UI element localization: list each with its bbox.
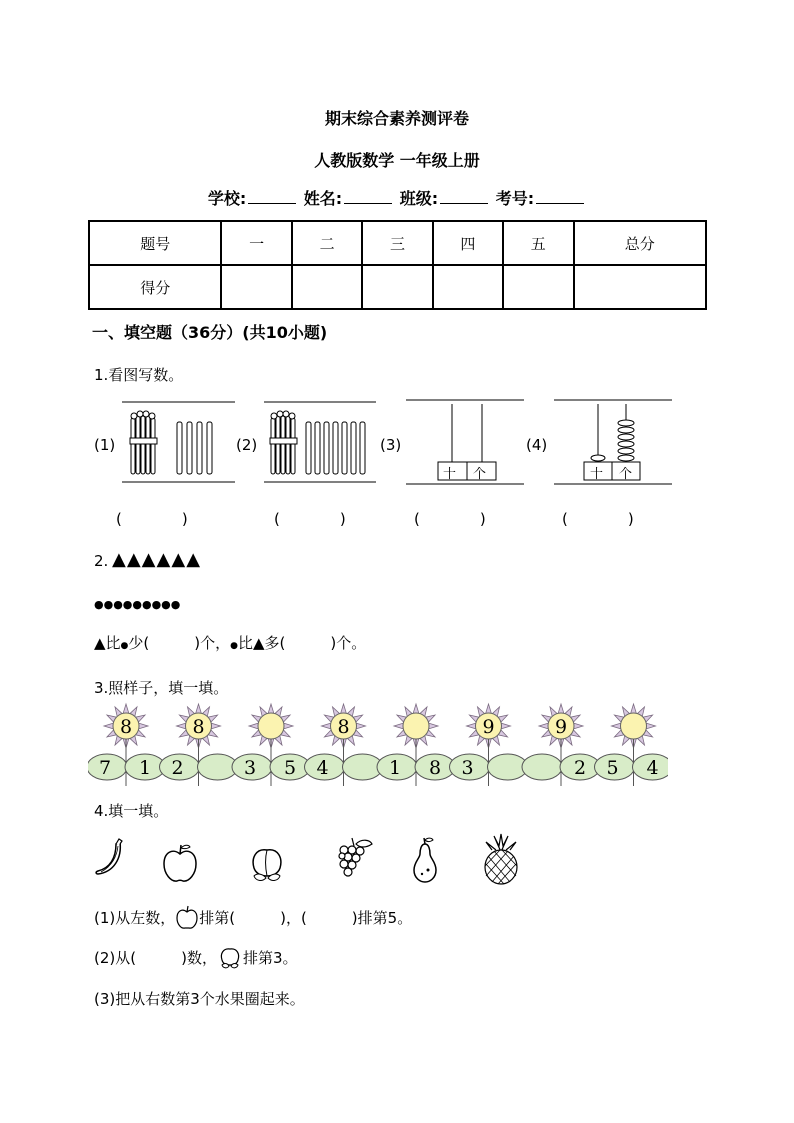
- score-table: [88, 220, 707, 310]
- flower-center-number: 8: [337, 716, 350, 738]
- score-input-cell[interactable]: [433, 265, 503, 309]
- school-blank[interactable]: [248, 189, 296, 204]
- flower-left-number: 2: [171, 757, 184, 779]
- flower-center-number: 9: [482, 716, 495, 738]
- answer-blank-3[interactable]: ( ): [414, 510, 486, 528]
- flower-center-number: 8: [119, 716, 133, 738]
- abacus-ones-label: 个: [619, 467, 633, 482]
- student-info-line: [0, 186, 794, 209]
- grape-icon: [332, 834, 376, 884]
- q2-part[interactable]: 比▲多( )个。: [237, 634, 367, 652]
- abacus-tens-label: 十: [590, 467, 604, 482]
- pineapple-icon: [480, 832, 522, 886]
- score-input-cell[interactable]: [292, 265, 362, 309]
- table-cell: 五: [503, 221, 573, 265]
- flower-left-number: 3: [461, 757, 474, 779]
- peach-icon: [217, 944, 243, 970]
- flower: [450, 704, 528, 786]
- flower-center-number: 8: [192, 716, 205, 738]
- q4-sub2-end: 排第3。: [242, 949, 298, 967]
- q2-part: ▲比: [94, 634, 121, 652]
- question-2-line: [94, 632, 366, 653]
- table-row: [89, 221, 706, 265]
- q1-label-2: (2): [236, 436, 258, 454]
- question-2-number: 2.: [94, 552, 109, 570]
- table-cell: 一: [221, 221, 291, 265]
- question-3-text: 3.照样子，填一填。: [94, 679, 229, 697]
- table-cell: 总分: [574, 221, 707, 265]
- answer-blank-2[interactable]: ( ): [274, 510, 346, 528]
- flower-left-number: 7: [98, 757, 112, 779]
- score-input-cell[interactable]: [503, 265, 573, 309]
- flower-right-number: 2: [573, 757, 587, 779]
- q4-sub1-end[interactable]: 排第( )，( )排第5。: [199, 909, 413, 927]
- flower-right-number: 8: [428, 757, 442, 779]
- flower-center-number: 9: [554, 716, 568, 738]
- flower-left-number: 3: [243, 757, 257, 779]
- answer-blank-1[interactable]: ( ): [116, 510, 188, 528]
- triangles-row: ▲▲▲▲▲▲: [112, 549, 202, 570]
- q2-part[interactable]: 少( )个，: [128, 634, 231, 652]
- flower: [305, 704, 383, 786]
- flower-left-number: 4: [316, 757, 329, 779]
- flower-left-number: 5: [606, 757, 619, 779]
- question-4-sub2: [94, 944, 298, 970]
- dot-symbol: ●: [230, 641, 238, 651]
- flower-left-number: 1: [388, 757, 402, 779]
- q4-sub1-start: (1)从左数，: [94, 909, 176, 927]
- table-cell: 三: [362, 221, 432, 265]
- abacus-ones-label: 个: [473, 467, 487, 482]
- exam-number-label: 考号:: [495, 189, 535, 208]
- exam-number-blank[interactable]: [536, 189, 584, 204]
- class-blank[interactable]: [440, 189, 488, 204]
- sticks-picture-1: [120, 396, 238, 488]
- flower: [595, 704, 669, 786]
- table-cell: 二: [292, 221, 362, 265]
- apple-icon: [161, 842, 199, 884]
- flowers-row: [88, 700, 668, 788]
- question-4-sub3: (3)把从右数第3个水果圈起来。: [94, 990, 305, 1008]
- banana-icon: [92, 836, 128, 880]
- q1-label-3: (3): [380, 436, 402, 454]
- school-label: 学校:: [207, 189, 247, 208]
- q4-sub2-start[interactable]: (2)从( )数，: [94, 949, 217, 967]
- table-row: [89, 265, 706, 309]
- table-cell: 题号: [89, 221, 221, 265]
- flower-right-number: 1: [138, 757, 152, 779]
- table-cell: 得分: [89, 265, 221, 309]
- apple-icon: [175, 904, 199, 930]
- flower: [522, 704, 600, 786]
- flower: [88, 704, 165, 786]
- table-cell: 四: [433, 221, 503, 265]
- dot-symbol: ●: [120, 641, 129, 651]
- abacus-picture-3: [404, 396, 526, 488]
- flower-right-number: 4: [646, 757, 659, 779]
- page-subtitle: 人教版数学 一年级上册: [314, 151, 480, 170]
- flower: [377, 704, 455, 786]
- question-1-text: 1.看图写数。: [94, 366, 184, 384]
- abacus-picture-4: [552, 396, 674, 488]
- answer-blank-4[interactable]: ( ): [562, 510, 634, 528]
- name-blank[interactable]: [344, 189, 392, 204]
- flower: [160, 704, 238, 786]
- q1-label-1: (1): [94, 436, 116, 454]
- score-input-cell[interactable]: [362, 265, 432, 309]
- class-label: 班级:: [399, 189, 439, 208]
- section-heading: 一、填空题（36分）(共10小题): [92, 323, 328, 342]
- dots-row: ●●●●●●●●●: [94, 598, 181, 611]
- pear-icon: [410, 836, 440, 884]
- sticks-picture-2: [262, 396, 378, 488]
- question-4-sub1: [94, 904, 412, 930]
- q1-label-4: (4): [526, 436, 548, 454]
- flower: [232, 704, 310, 786]
- score-input-cell[interactable]: [221, 265, 291, 309]
- question-4-text: 4.填一填。: [94, 802, 169, 820]
- flower-right-number: 5: [283, 757, 297, 779]
- abacus-tens-label: 十: [443, 467, 457, 482]
- peach-icon: [246, 842, 288, 884]
- score-input-cell[interactable]: [574, 265, 707, 309]
- page-title: 期末综合素养测评卷: [324, 109, 469, 128]
- name-label: 姓名:: [303, 189, 343, 208]
